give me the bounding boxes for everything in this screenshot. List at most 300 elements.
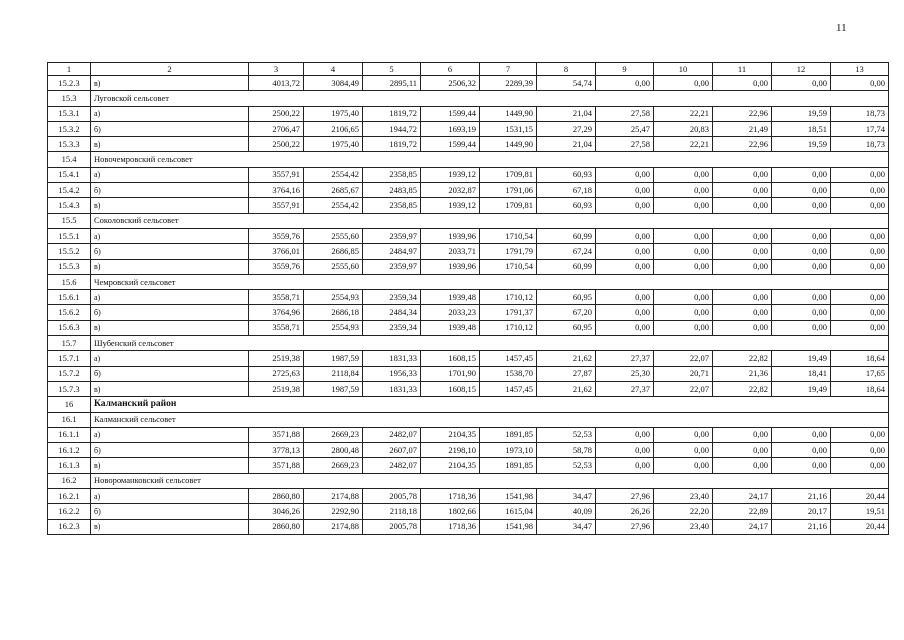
- value-cell: 0,00: [831, 259, 889, 274]
- row-number: 15.3.2: [48, 121, 91, 136]
- value-cell: 27,37: [596, 381, 654, 396]
- row-label: б): [91, 504, 249, 519]
- value-cell: 2555,60: [304, 228, 363, 243]
- page-number: 11: [836, 22, 847, 34]
- row-number: 15.4.2: [48, 183, 91, 198]
- value-cell: 2005,78: [363, 489, 421, 504]
- value-cell: 0,00: [596, 244, 654, 259]
- value-cell: 2686,18: [304, 305, 363, 320]
- value-cell: 18,41: [772, 366, 831, 381]
- value-cell: 2685,67: [304, 183, 363, 198]
- value-cell: 1599,44: [421, 106, 480, 121]
- column-number: 10: [654, 63, 713, 76]
- value-cell: 2484,97: [363, 244, 421, 259]
- value-cell: 21,16: [772, 519, 831, 534]
- value-cell: 60,93: [537, 198, 596, 213]
- value-cell: 1791,79: [480, 244, 537, 259]
- value-cell: 4013,72: [249, 76, 304, 91]
- value-cell: 2519,38: [249, 381, 304, 396]
- value-cell: 24,17: [713, 489, 772, 504]
- value-cell: 1710,12: [480, 320, 537, 335]
- value-cell: 0,00: [654, 320, 713, 335]
- row-label: а): [91, 167, 249, 182]
- value-cell: 27,87: [537, 366, 596, 381]
- value-cell: 3084,49: [304, 76, 363, 91]
- table-row: [48, 228, 889, 243]
- value-cell: 1538,70: [480, 366, 537, 381]
- value-cell: 17,74: [831, 121, 889, 136]
- value-cell: 19,51: [831, 504, 889, 519]
- value-cell: 0,00: [831, 290, 889, 305]
- section-title: Чемровский сельсовет: [91, 274, 889, 289]
- value-cell: 1939,12: [421, 167, 480, 182]
- row-number: 15.2.3: [48, 76, 91, 91]
- value-cell: 18,64: [831, 381, 889, 396]
- row-number: 15.5.1: [48, 228, 91, 243]
- table-row: [48, 443, 889, 458]
- row-number: 16.1.2: [48, 443, 91, 458]
- value-cell: 2555,60: [304, 259, 363, 274]
- value-cell: 1693,19: [421, 121, 480, 136]
- value-cell: 0,00: [772, 458, 831, 473]
- row-label: в): [91, 76, 249, 91]
- row-label: а): [91, 228, 249, 243]
- table-row: [48, 427, 889, 442]
- value-cell: 1819,72: [363, 106, 421, 121]
- value-cell: 2005,78: [363, 519, 421, 534]
- row-number: 15.5.3: [48, 259, 91, 274]
- value-cell: 2554,42: [304, 198, 363, 213]
- value-cell: 1701,90: [421, 366, 480, 381]
- row-label: а): [91, 427, 249, 442]
- value-cell: 1710,54: [480, 228, 537, 243]
- section-row: [48, 91, 889, 106]
- value-cell: 0,00: [772, 290, 831, 305]
- value-cell: 1531,15: [480, 121, 537, 136]
- value-cell: 1944,72: [363, 121, 421, 136]
- value-cell: 3764,16: [249, 183, 304, 198]
- value-cell: 0,00: [831, 228, 889, 243]
- value-cell: 0,00: [654, 76, 713, 91]
- value-cell: 0,00: [772, 320, 831, 335]
- value-cell: 3571,88: [249, 427, 304, 442]
- value-cell: 0,00: [713, 76, 772, 91]
- value-cell: 1541,98: [480, 489, 537, 504]
- value-cell: 2033,23: [421, 305, 480, 320]
- column-number: 12: [772, 63, 831, 76]
- value-cell: 0,00: [831, 305, 889, 320]
- value-cell: 3557,91: [249, 167, 304, 182]
- value-cell: 0,00: [596, 167, 654, 182]
- value-cell: 0,00: [654, 290, 713, 305]
- value-cell: 18,73: [831, 106, 889, 121]
- value-cell: 22,96: [713, 106, 772, 121]
- table-row: [48, 366, 889, 381]
- row-number: 15.4.3: [48, 198, 91, 213]
- table-row: [48, 504, 889, 519]
- value-cell: 2607,07: [363, 443, 421, 458]
- section-title: Калманский сельсовет: [91, 412, 889, 427]
- section-row: [48, 473, 889, 488]
- table-row: [48, 489, 889, 504]
- value-cell: 20,83: [654, 121, 713, 136]
- value-cell: 2174,88: [304, 489, 363, 504]
- value-cell: 0,00: [772, 76, 831, 91]
- value-cell: 3778,13: [249, 443, 304, 458]
- row-number: 15.7.2: [48, 366, 91, 381]
- value-cell: 2519,38: [249, 351, 304, 366]
- value-cell: 0,00: [596, 290, 654, 305]
- value-cell: 2292,90: [304, 504, 363, 519]
- value-cell: 0,00: [596, 305, 654, 320]
- value-cell: 2482,07: [363, 427, 421, 442]
- value-cell: 0,00: [654, 228, 713, 243]
- table-row: [48, 320, 889, 335]
- row-label: в): [91, 519, 249, 534]
- section-title: Новочемровский сельсовет: [91, 152, 889, 167]
- value-cell: 2482,07: [363, 458, 421, 473]
- row-label: б): [91, 244, 249, 259]
- section-row: [48, 274, 889, 289]
- value-cell: 1718,36: [421, 489, 480, 504]
- value-cell: 21,04: [537, 106, 596, 121]
- value-cell: 22,21: [654, 137, 713, 152]
- value-cell: 0,00: [713, 259, 772, 274]
- value-cell: 2895,11: [363, 76, 421, 91]
- value-cell: 1973,10: [480, 443, 537, 458]
- district-row: [48, 397, 889, 412]
- value-cell: 0,00: [654, 244, 713, 259]
- value-cell: 2104,35: [421, 458, 480, 473]
- section-number: 16.1: [48, 412, 91, 427]
- value-cell: 19,49: [772, 381, 831, 396]
- value-cell: 21,04: [537, 137, 596, 152]
- section-row: [48, 336, 889, 351]
- value-cell: 52,53: [537, 427, 596, 442]
- value-cell: 34,47: [537, 519, 596, 534]
- value-cell: 2669,23: [304, 427, 363, 442]
- value-cell: 20,17: [772, 504, 831, 519]
- table-row: [48, 381, 889, 396]
- value-cell: 0,00: [596, 427, 654, 442]
- value-cell: 1939,48: [421, 320, 480, 335]
- value-cell: 0,00: [772, 443, 831, 458]
- value-cell: 20,44: [831, 519, 889, 534]
- value-cell: 2860,80: [249, 519, 304, 534]
- row-number: 15.4.1: [48, 167, 91, 182]
- value-cell: 18,51: [772, 121, 831, 136]
- value-cell: 1956,33: [363, 366, 421, 381]
- value-cell: 2359,34: [363, 290, 421, 305]
- value-cell: 3557,91: [249, 198, 304, 213]
- value-cell: 26,26: [596, 504, 654, 519]
- row-number: 15.6.2: [48, 305, 91, 320]
- row-label: б): [91, 443, 249, 458]
- value-cell: 0,00: [596, 458, 654, 473]
- value-cell: 60,99: [537, 228, 596, 243]
- value-cell: 0,00: [772, 228, 831, 243]
- value-cell: 1831,33: [363, 351, 421, 366]
- value-cell: 67,20: [537, 305, 596, 320]
- table-row: [48, 458, 889, 473]
- value-cell: 2483,85: [363, 183, 421, 198]
- value-cell: 2800,48: [304, 443, 363, 458]
- value-cell: 60,93: [537, 167, 596, 182]
- value-cell: 67,18: [537, 183, 596, 198]
- table-body: [48, 63, 889, 535]
- value-cell: 2686,85: [304, 244, 363, 259]
- value-cell: 2669,23: [304, 458, 363, 473]
- value-cell: 25,30: [596, 366, 654, 381]
- row-label: в): [91, 320, 249, 335]
- value-cell: 0,00: [713, 228, 772, 243]
- section-number: 15.6: [48, 274, 91, 289]
- value-cell: 1987,59: [304, 381, 363, 396]
- row-label: а): [91, 106, 249, 121]
- value-cell: 2500,22: [249, 106, 304, 121]
- value-cell: 2484,34: [363, 305, 421, 320]
- value-cell: 21,16: [772, 489, 831, 504]
- value-cell: 22,20: [654, 504, 713, 519]
- value-cell: 3764,96: [249, 305, 304, 320]
- value-cell: 24,17: [713, 519, 772, 534]
- section-number: 15.7: [48, 336, 91, 351]
- value-cell: 17,65: [831, 366, 889, 381]
- column-number: 3: [249, 63, 304, 76]
- value-cell: 27,96: [596, 519, 654, 534]
- value-cell: 23,40: [654, 489, 713, 504]
- row-number: 15.5.2: [48, 244, 91, 259]
- value-cell: 22,96: [713, 137, 772, 152]
- column-number: 5: [363, 63, 421, 76]
- row-number: 15.3.3: [48, 137, 91, 152]
- value-cell: 1718,36: [421, 519, 480, 534]
- value-cell: 2032,87: [421, 183, 480, 198]
- value-cell: 21,62: [537, 381, 596, 396]
- value-cell: 0,00: [713, 167, 772, 182]
- value-cell: 2554,93: [304, 290, 363, 305]
- row-label: б): [91, 305, 249, 320]
- value-cell: 0,00: [596, 320, 654, 335]
- row-label: б): [91, 366, 249, 381]
- column-number: 2: [91, 63, 249, 76]
- value-cell: 27,96: [596, 489, 654, 504]
- value-cell: 23,40: [654, 519, 713, 534]
- value-cell: 0,00: [831, 443, 889, 458]
- table-row: [48, 121, 889, 136]
- column-number: 13: [831, 63, 889, 76]
- value-cell: 0,00: [772, 259, 831, 274]
- value-cell: 0,00: [831, 167, 889, 182]
- value-cell: 3559,76: [249, 259, 304, 274]
- section-number: 15.3: [48, 91, 91, 106]
- row-number: 16.2.3: [48, 519, 91, 534]
- row-number: 15.7.1: [48, 351, 91, 366]
- value-cell: 2860,80: [249, 489, 304, 504]
- table-row: [48, 183, 889, 198]
- value-cell: 21,49: [713, 121, 772, 136]
- value-cell: 3766,01: [249, 244, 304, 259]
- table-row: [48, 167, 889, 182]
- value-cell: 0,00: [831, 76, 889, 91]
- section-number: 15.5: [48, 213, 91, 228]
- value-cell: 1709,81: [480, 198, 537, 213]
- row-label: в): [91, 381, 249, 396]
- value-cell: 0,00: [713, 427, 772, 442]
- table-row: [48, 259, 889, 274]
- value-cell: 0,00: [654, 305, 713, 320]
- tariff-table: [47, 62, 889, 535]
- row-number: 16.1.3: [48, 458, 91, 473]
- row-number: 15.6.3: [48, 320, 91, 335]
- value-cell: 1891,85: [480, 427, 537, 442]
- section-number: 16: [48, 397, 91, 412]
- value-cell: 0,00: [772, 183, 831, 198]
- value-cell: 34,47: [537, 489, 596, 504]
- value-cell: 2118,84: [304, 366, 363, 381]
- value-cell: 1608,15: [421, 381, 480, 396]
- value-cell: 40,09: [537, 504, 596, 519]
- value-cell: 1939,48: [421, 290, 480, 305]
- value-cell: 0,00: [654, 183, 713, 198]
- value-cell: 1939,96: [421, 228, 480, 243]
- value-cell: 2033,71: [421, 244, 480, 259]
- row-label: а): [91, 489, 249, 504]
- value-cell: 3558,71: [249, 320, 304, 335]
- value-cell: 67,24: [537, 244, 596, 259]
- value-cell: 0,00: [772, 305, 831, 320]
- value-cell: 21,62: [537, 351, 596, 366]
- column-number: 11: [713, 63, 772, 76]
- value-cell: 1939,96: [421, 259, 480, 274]
- value-cell: 2359,97: [363, 228, 421, 243]
- row-label: а): [91, 351, 249, 366]
- value-cell: 2554,93: [304, 320, 363, 335]
- section-title: Шубенский сельсовет: [91, 336, 889, 351]
- value-cell: 0,00: [831, 183, 889, 198]
- value-cell: 2118,18: [363, 504, 421, 519]
- value-cell: 1975,40: [304, 106, 363, 121]
- table-row: [48, 244, 889, 259]
- value-cell: 54,74: [537, 76, 596, 91]
- row-label: а): [91, 290, 249, 305]
- column-number: 9: [596, 63, 654, 76]
- value-cell: 1891,85: [480, 458, 537, 473]
- value-cell: 2358,85: [363, 198, 421, 213]
- value-cell: 2359,34: [363, 320, 421, 335]
- value-cell: 2706,47: [249, 121, 304, 136]
- row-label: б): [91, 183, 249, 198]
- value-cell: 2198,10: [421, 443, 480, 458]
- value-cell: 20,44: [831, 489, 889, 504]
- table-row: [48, 76, 889, 91]
- value-cell: 0,00: [772, 244, 831, 259]
- value-cell: 1975,40: [304, 137, 363, 152]
- value-cell: 0,00: [654, 167, 713, 182]
- value-cell: 1819,72: [363, 137, 421, 152]
- value-cell: 0,00: [831, 244, 889, 259]
- section-row: [48, 152, 889, 167]
- value-cell: 3558,71: [249, 290, 304, 305]
- value-cell: 0,00: [713, 443, 772, 458]
- value-cell: 19,59: [772, 106, 831, 121]
- value-cell: 1939,12: [421, 198, 480, 213]
- section-title: Соколовский сельсовет: [91, 213, 889, 228]
- value-cell: 2506,32: [421, 76, 480, 91]
- section-number: 15.4: [48, 152, 91, 167]
- value-cell: 60,95: [537, 290, 596, 305]
- value-cell: 1791,37: [480, 305, 537, 320]
- value-cell: 0,00: [713, 290, 772, 305]
- value-cell: 27,58: [596, 137, 654, 152]
- value-cell: 2289,39: [480, 76, 537, 91]
- value-cell: 0,00: [654, 443, 713, 458]
- table-row: [48, 106, 889, 121]
- value-cell: 0,00: [772, 198, 831, 213]
- value-cell: 52,53: [537, 458, 596, 473]
- value-cell: 0,00: [596, 183, 654, 198]
- value-cell: 27,58: [596, 106, 654, 121]
- section-title: Новороманковский сельсовет: [91, 473, 889, 488]
- table-row: [48, 290, 889, 305]
- value-cell: 18,73: [831, 137, 889, 152]
- value-cell: 0,00: [713, 458, 772, 473]
- value-cell: 22,07: [654, 351, 713, 366]
- row-label: в): [91, 198, 249, 213]
- table-row: [48, 198, 889, 213]
- value-cell: 0,00: [713, 244, 772, 259]
- value-cell: 0,00: [831, 198, 889, 213]
- value-cell: 0,00: [772, 427, 831, 442]
- value-cell: 60,95: [537, 320, 596, 335]
- section-title: Луговской сельсовет: [91, 91, 889, 106]
- value-cell: 0,00: [831, 320, 889, 335]
- value-cell: 1449,90: [480, 106, 537, 121]
- value-cell: 0,00: [772, 167, 831, 182]
- value-cell: 0,00: [654, 458, 713, 473]
- row-label: б): [91, 121, 249, 136]
- column-number-row: [48, 63, 889, 76]
- value-cell: 0,00: [654, 198, 713, 213]
- value-cell: 2725,63: [249, 366, 304, 381]
- value-cell: 2500,22: [249, 137, 304, 152]
- value-cell: 1457,45: [480, 381, 537, 396]
- value-cell: 0,00: [713, 305, 772, 320]
- value-cell: 0,00: [713, 183, 772, 198]
- value-cell: 0,00: [713, 320, 772, 335]
- value-cell: 0,00: [596, 228, 654, 243]
- column-number: 4: [304, 63, 363, 76]
- value-cell: 0,00: [831, 458, 889, 473]
- row-label: в): [91, 259, 249, 274]
- value-cell: 1449,90: [480, 137, 537, 152]
- value-cell: 1710,12: [480, 290, 537, 305]
- value-cell: 1709,81: [480, 167, 537, 182]
- value-cell: 22,07: [654, 381, 713, 396]
- value-cell: 0,00: [654, 259, 713, 274]
- table-row: [48, 351, 889, 366]
- value-cell: 1608,15: [421, 351, 480, 366]
- row-label: в): [91, 137, 249, 152]
- value-cell: 3571,88: [249, 458, 304, 473]
- value-cell: 1802,66: [421, 504, 480, 519]
- column-number: 1: [48, 63, 91, 76]
- row-number: 15.7.3: [48, 381, 91, 396]
- value-cell: 1615,04: [480, 504, 537, 519]
- value-cell: 0,00: [596, 198, 654, 213]
- section-row: [48, 213, 889, 228]
- table-row: [48, 519, 889, 534]
